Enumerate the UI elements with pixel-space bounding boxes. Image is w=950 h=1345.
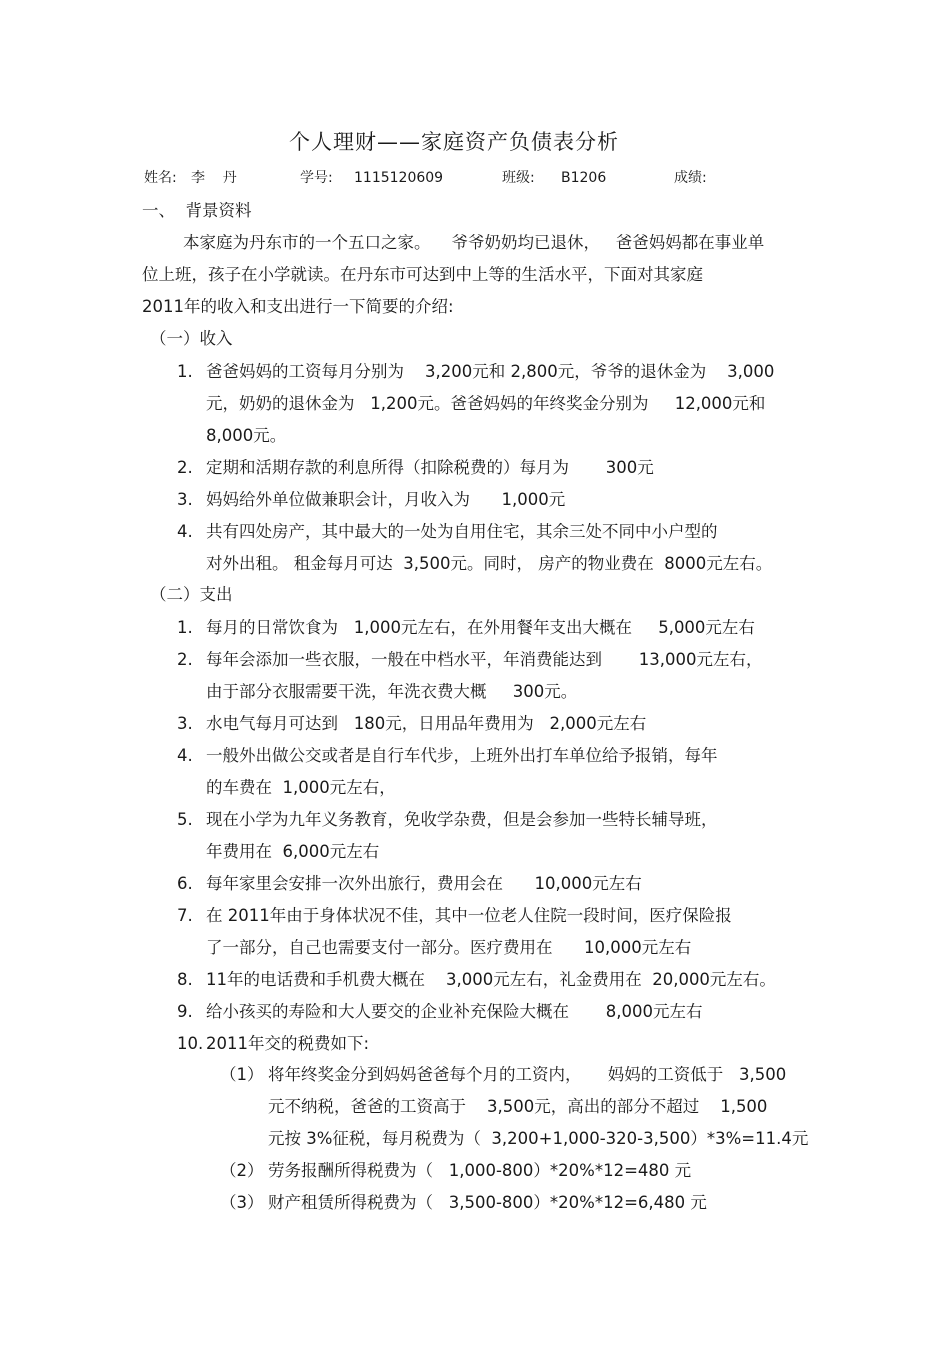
list-number: 6. xyxy=(177,874,193,893)
list-line: 对外出租。 租金每月可达 3,500元。同时， 房产的物业费在 8000元左右。 xyxy=(206,554,773,573)
list-line: 每年家里会安排一次外出旅行，费用会在 10,000元左右 xyxy=(206,874,642,893)
sub-list-number: （1） xyxy=(220,1065,264,1084)
list-number: 2. xyxy=(177,650,193,669)
list-line: 由于部分衣服需要干洗，年洗衣费大概 300元。 xyxy=(206,682,578,701)
name-label: 姓名: xyxy=(144,170,177,186)
list-line: 共有四处房产，其中最大的一处为自用住宅，其余三处不同中小户型的 xyxy=(206,522,718,541)
list-number: 3. xyxy=(177,490,193,509)
list-number: 10. xyxy=(177,1034,204,1053)
grade-label: 成绩: xyxy=(674,170,707,186)
list-number: 1. xyxy=(177,618,193,637)
intro-paragraph-line: 本家庭为丹东市的一个五口之家。 爷爷奶奶均已退休， 爸爸妈妈都在事业单 xyxy=(183,233,765,252)
list-line: 爸爸妈妈的工资每月分别为 3,200元和 2,800元，爷爷的退休金为 3,000 xyxy=(206,362,775,381)
intro-paragraph-line: 2011年的收入和支出进行一下简要的介绍: xyxy=(142,297,454,316)
list-line: 在 2011年由于身体状况不佳，其中一位老人住院一段时间，医疗保险报 xyxy=(206,906,732,925)
list-line: 妈妈给外单位做兼职会计，月收入为 1,000元 xyxy=(206,490,566,509)
list-line: 每月的日常饮食为 1,000元左右，在外用餐年支出大概在 5,000元左右 xyxy=(206,618,755,637)
list-line: 定期和活期存款的利息所得（扣除税费的）每月为 300元 xyxy=(206,458,654,477)
sub-list-line: 劳务报酬所得税费为（ 1,000-800）*20%*12=480 元 xyxy=(268,1161,692,1180)
list-line: 元，奶奶的退休金为 1,200元。爸爸妈妈的年终奖金分别为 12,000元和 xyxy=(206,394,766,413)
list-number: 3. xyxy=(177,714,193,733)
sub-list-number: （2） xyxy=(220,1161,264,1180)
list-line: 现在小学为九年义务教育，免收学杂费，但是会参加一些特长辅导班， xyxy=(206,810,718,829)
list-line: 8,000元。 xyxy=(206,426,287,445)
page-title: 个人理财——家庭资产负债表分析 xyxy=(289,130,619,154)
section-heading-background: 一、 背景资料 xyxy=(142,201,252,220)
list-number: 1. xyxy=(177,362,193,381)
student-id-value: 1115120609 xyxy=(354,170,444,186)
list-line: 年费用在 6,000元左右 xyxy=(206,842,380,861)
list-number: 4. xyxy=(177,522,193,541)
list-number: 9. xyxy=(177,1002,193,1021)
list-line: 一般外出做公交或者是自行车代步，上班外出打车单位给予报销，每年 xyxy=(206,746,718,765)
list-number: 7. xyxy=(177,906,193,925)
sub-list-line: 将年终奖金分到妈妈爸爸每个月的工资内， 妈妈的工资低于 3,500 xyxy=(268,1065,787,1084)
list-line: 给小孩买的寿险和大人要交的企业补充保险大概在 8,000元左右 xyxy=(206,1002,703,1021)
list-number: 2. xyxy=(177,458,193,477)
list-line: 水电气每月可达到 180元，日用品年费用为 2,000元左右 xyxy=(206,714,647,733)
name-value: 李 丹 xyxy=(191,170,237,186)
class-value: B1206 xyxy=(561,170,607,186)
list-number: 8. xyxy=(177,970,193,989)
list-line: 2011年交的税费如下: xyxy=(206,1034,370,1053)
sub-list-line: 财产租赁所得税费为（ 3,500-800）*20%*12=6,480 元 xyxy=(268,1193,707,1212)
sub-list-line: 元按 3%征税，每月税费为（ 3,200+1,000-320-3,500）*3%=11.4元 xyxy=(268,1129,809,1148)
subsection-heading-income: （一）收入 xyxy=(150,329,233,348)
sub-list-number: （3） xyxy=(220,1193,264,1212)
list-line: 每年会添加一些衣服，一般在中档水平，年消费能达到 13,000元左右， xyxy=(206,650,763,669)
student-id-label: 学号: xyxy=(300,170,333,186)
list-line: 的车费在 1,000元左右， xyxy=(206,778,396,797)
sub-list-line: 元不纳税，爸爸的工资高于 3,500元，高出的部分不超过 1,500 xyxy=(268,1097,768,1116)
student-info-row xyxy=(0,168,950,188)
list-line: 了一部分，自己也需要支付一部分。医疗费用在 10,000元左右 xyxy=(206,938,692,957)
intro-paragraph-line: 位上班，孩子在小学就读。在丹东市可达到中上等的生活水平，下面对其家庭 xyxy=(142,265,703,284)
list-number: 5. xyxy=(177,810,193,829)
subsection-heading-expense: （二）支出 xyxy=(150,585,233,604)
class-label: 班级: xyxy=(502,170,535,186)
list-number: 4. xyxy=(177,746,193,765)
list-line: 11年的电话费和手机费大概在 3,000元左右，礼金费用在 20,000元左右。 xyxy=(206,970,776,989)
